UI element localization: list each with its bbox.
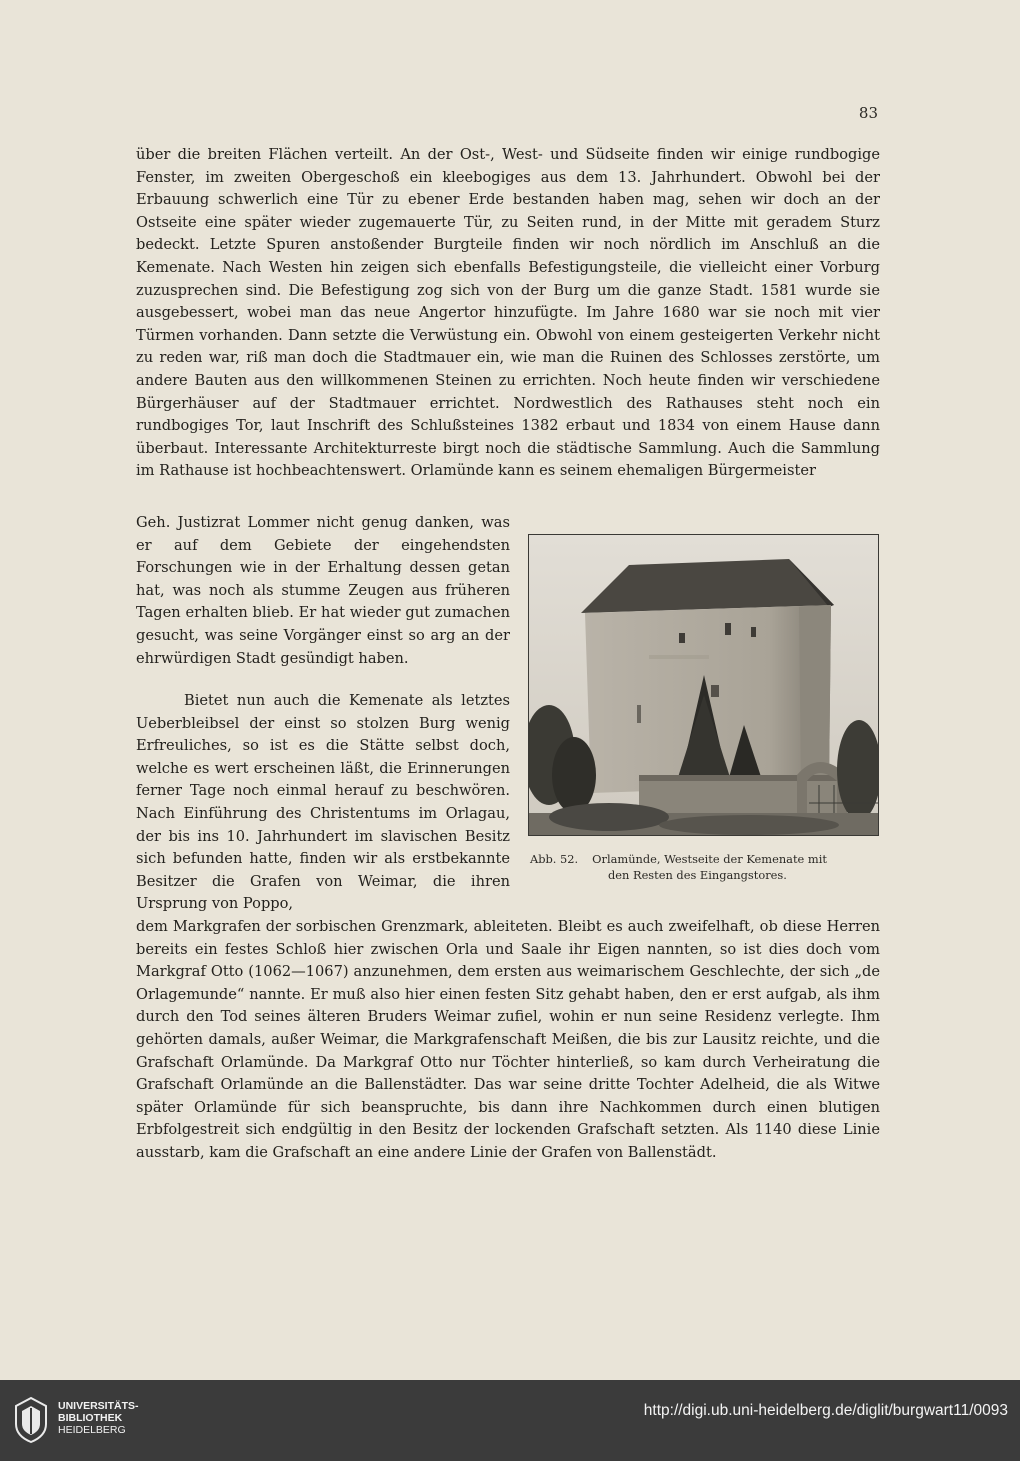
figure-photo-kemenate	[528, 534, 879, 836]
figure-caption	[530, 851, 880, 883]
body-paragraph-top: über die breiten Flächen verteilt. An der Ost-, West- und Südseite finden wir einige rundbogige Fenster, im zweiten Obergeschoß ein kleebogiges aus dem 13. Jahrhundert. Obwohl bei der Erbauung schwerlich eine Tür zu ebener Erde bestanden haben mag, sehen wir doch an der Ostseite eine später wieder zugemauerte Tür, zu Seiten rund, in der Mitte mit geradem Sturz bedeckt. Letzte Spuren anstoßender Burgteile finden wir noch nördlich im Anschluß an die Kemenate. Nach Westen hin zeigen sich ebenfalls Befestigungsteile, die vielleicht einer Vorburg zuzusprechen sind. Die Befestigung zog sich von der Burg um die ganze Stadt. 1581 wurde sie ausgebessert, wobei man das neue Angertor hinzufügte. Im Jahre 1680 war sie noch mit vier Türmen vorhanden. Dann setzte die Verwüstung ein. Obwohl von einem gesteigerten Verkehr nicht zu reden war, riß man doch die Stadtmauer ein, wie man die Ruinen des Schlosses zerstörte, um andere Bauten aus den willkommenen Steinen zu errichten. Noch heute finden wir verschiedene Bürgerhäuser auf der Stadtmauer errichtet. Nordwestlich des Rathauses steht noch ein rundbogiges Tor, laut Inschrift des Schlußsteines 1382 erbaut und 1834 von einem Hause dann überbaut. Interessante Architekturreste birgt noch die städtische Sammlung. Auch die Sammlung im Rathause ist hochbeachtenswert. Orlamünde kann es seinem ehemaligen Bürgermeister	[136, 146, 880, 480]
university-seal-icon	[14, 1396, 48, 1444]
viewer-footer	[0, 1380, 1020, 1461]
page-number: 83	[858, 104, 878, 122]
caption-line-2: den Resten des Eingangstores.	[608, 868, 787, 882]
figure-label: Abb. 52.	[530, 852, 579, 866]
source-url-link[interactable]: http://digi.ub.uni-heidelberg.de/diglit/burgwart11/0093	[643, 1402, 1008, 1419]
body-paragraph-left-2: Bietet nun auch die Kemenate als letztes Ueberbleibsel der einst so stolzen Burg wenig Erfreuliches, so ist es die Stätte selbst doch, welche es wert erscheinen läßt, die Erinnerungen ferner Tage noch einmal herauf zu beschwören. Nach Einführung des Christentums im Orlagau, der bis ins 10. Jahrhundert im slavischen Besitz sich befunden hatte, finden wir als erstbekannte Besitzer die Grafen von Weimar, die ihren Ursprung von Poppo,	[136, 692, 510, 913]
tower-photo-illustration	[529, 535, 878, 835]
body-paragraph-left-1: Geh. Justizrat Lommer nicht genug danken, was er auf dem Gebiete der eingehendsten Forschungen wie in der Erhaltung dessen getan hat, was noch als stumme Zeugen aus früheren Tagen erhalten blieb. Er hat wieder gut zumachen gesucht, was seine Vorgänger einst so arg an der ehrwürdigen Stadt gesündigt haben.	[136, 514, 510, 667]
caption-line-1: Orlamünde, Westseite der Kemenate mit	[592, 852, 827, 866]
logo-line-3: HEIDELBERG	[58, 1424, 126, 1436]
body-paragraph-bottom: dem Markgrafen der sorbischen Grenzmark, ableiteten. Bleibt es auch zweifelhaft, ob diese Herren bereits ein festes Schloß hier zwischen Orla und Saale ihr Eigen nannten, so ist dies doch vom Markgraf Otto (1062—1067) anzunehmen, dem ersten aus weimarischem Geschlechte, der sich „de Orlagemunde“ nannte. Er muß also hier einen festen Sitz gehabt haben, den er erst aufgab, als ihm durch den Tod seines älteren Bruders Weimar zufiel, wohin er nun seine Residenz verlegte. Ihm gehörten damals, außer Weimar, die Markgrafenschaft Meißen, die bis zur Lausitz reichte, und die Grafschaft Orlamünde. Da Markgraf Otto nur Töchter hinterließ, so kam durch Verheiratung die Grafschaft Orlamünde an die Ballenstädter. Das war seine dritte Tochter Adelheid, die als Witwe später Orlamünde für sich beanspruchte, bis dann ihre Nachkommen durch einen blutigen Erbfolgestreit sich endgültig in den Besitz der lockenden Grafschaft setzten. Als 1140 diese Linie ausstarb, kam die Grafschaft an eine andere Linie der Grafen von Ballenstädt.	[136, 918, 880, 1161]
logo-line-2: BIBLIOTHEK	[58, 1412, 123, 1424]
logo-line-1: UNIVERSITÄTS-	[58, 1400, 139, 1412]
library-logo-text	[58, 1400, 139, 1436]
